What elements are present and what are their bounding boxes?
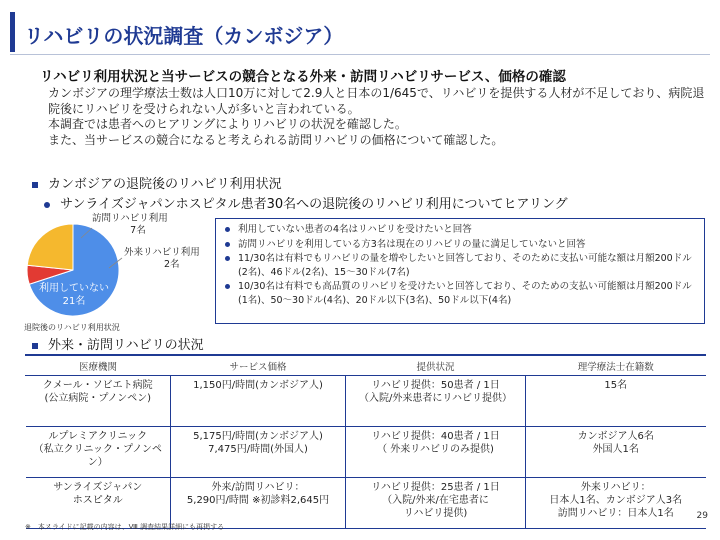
table-cell: クメール・ソビエト病院 (公立病院・プノンペン) [26,376,171,427]
table-cell: ルプレミアクリニック （私立クリニック・プノンペン） [26,427,171,478]
square-bullet-icon [32,182,38,188]
table-cell: 外来/訪問リハビリ： 5,290円/時間 ※初診料2,645円 [171,478,346,529]
title-accent-bar [10,12,15,52]
table-row [26,478,706,529]
table-row [26,427,706,478]
finding-text: 10/30名は有料でも高品質のリハビリを受けたいと回答しており、そのための支払い可能額は月額200ドル(1名)、50～30ドル(4名)、20ドル以下(3名)、50ドル以下(4名) [238,281,692,306]
table-cell: 15名 [526,376,706,427]
bullet-icon [225,227,230,232]
table-cell: サンライズジャパン ホスピタル [26,478,171,529]
finding-item [224,252,696,279]
finding-item [224,280,696,307]
intro-paragraph: また、当サービスの競合になると考えられる訪問リハビリの価格について確認した。 [48,132,504,147]
section-heading-services [32,334,204,353]
pie-slice-2 [27,224,73,270]
table-header-row [26,355,706,376]
table-cell: リハビリ提供：40患者 / 1日 （ 外来リハビリのみ提供) [346,427,526,478]
table-cell: リハビリ提供：25患者 / 1日 （入院/外来/在宅患者に リハビリ提供) [346,478,526,529]
bullet-icon [225,284,230,289]
finding-text: 利用していない患者の4名はリハビリを受けたいと回答 [238,224,472,235]
page-subtitle: リハビリ利用状況と当サービスの競合となる外来・訪問リハビリサービス、価格の確認 [40,69,566,85]
pie-label-outpatient [124,247,200,271]
pie-label-outpatient-value: 2名 [164,259,180,270]
table-cell: カンボジア人6名 外国人1名 [526,427,706,478]
section-heading-text: カンボジアの退院後のリハビリ利用状況 [48,177,282,192]
bullet-icon [225,256,230,261]
services-table [25,354,706,529]
section-heading-text: 外来・訪問リハビリの状況 [48,338,204,353]
page-number: 29 [696,511,708,521]
finding-item [224,223,696,237]
table-cell: 外来リハビリ： 日本人1名、カンボジア人3名 訪問リハビリ：日本人1名 [526,478,706,529]
page-title: リハビリの状況調査（カンボジア） [24,24,344,48]
finding-item [224,238,696,252]
column-header-institution: 医療機関 [26,355,171,376]
finding-text: 11/30名は有料でもリハビリの量を増やしたいと回答しており、そのために支払い可能な額は月額200ドル(2名)、46ドル(2名)、15～30ドル(7名) [238,253,692,278]
table-row [26,376,706,427]
finding-text: 訪問リハビリを利用している方3名は現在のリハビリの量に満足していないと回答 [238,238,586,250]
intro-text [48,86,708,148]
pie-label-not-using [34,282,114,308]
square-bullet-icon [32,343,38,349]
table-cell: 1,150円/時間(カンボジア人) [171,376,346,427]
table-body [26,376,706,529]
survey-bullet-text: サンライズジャパンホスピタル患者30名への退院後のリハビリ利用についてヒアリング [60,197,568,212]
survey-bullet [44,193,568,212]
pie-label-visiting-name: 訪問リハビリ利用 [92,213,168,224]
intro-paragraph: カンボジアの理学療法士数は人口10万に対して2.9人と日本の1/645で、リハビリを提供する人材が不足しており、病院退院後にリハビリを受けられない人が多いと言われている。 [48,86,705,116]
pie-label-outpatient-name: 外来リハビリ利用 [124,247,200,258]
section-heading-rehab-usage [32,173,282,192]
pie-caption: 退院後のリハビリ利用状況 [24,323,120,332]
findings-box [215,218,705,324]
table-cell: リハビリ提供：50患者 / 1日 （入院/外来患者にリハビリ提供） [346,376,526,427]
pie-label-not-using-name: 利用していない [39,283,109,294]
column-header-provision: 提供状況 [346,355,526,376]
pie-label-visiting-value: 7名 [130,225,146,236]
bullet-icon [225,242,230,247]
pie-label-not-using-value: 21名 [62,296,86,307]
column-header-therapists: 理学療法士在籍数 [526,355,706,376]
footnote: ※ 本スライドに記載の内容は、Ⅷ.調査結果詳細にも再掲する [25,523,225,531]
column-header-price: サービス価格 [171,355,346,376]
round-bullet-icon [44,202,50,208]
pie-label-visiting [92,213,168,237]
table-cell: 5,175円/時間(カンボジア人) 7,475円/時間(外国人) [171,427,346,478]
title-divider [10,54,710,55]
intro-paragraph: 本調査では患者へのヒアリングによりリハビリの状況を確認した。 [48,117,407,131]
